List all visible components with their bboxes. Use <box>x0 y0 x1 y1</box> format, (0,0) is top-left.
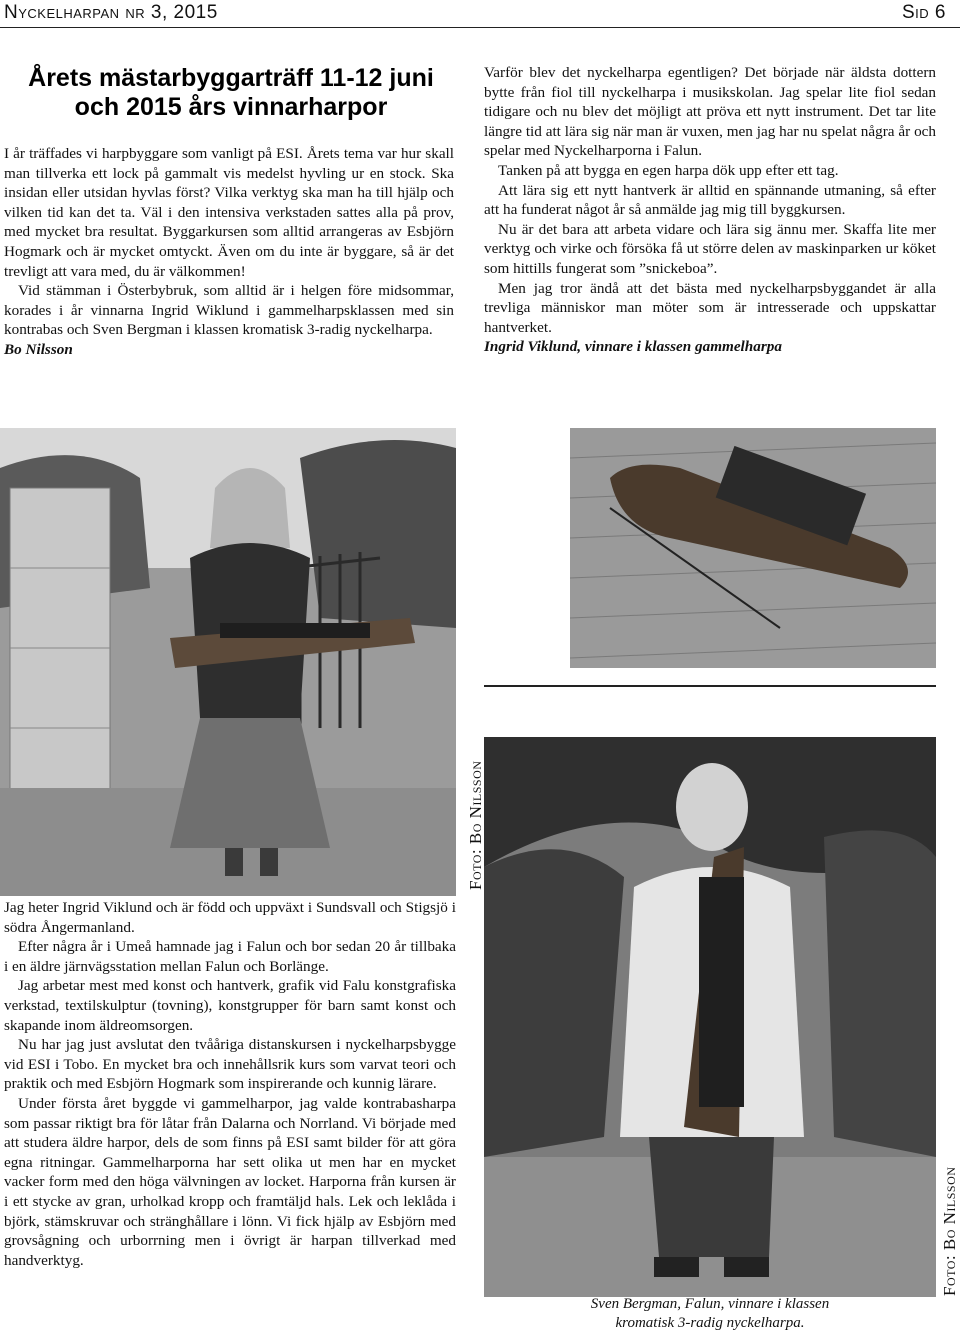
caption-line-2: kromatisk 3-radig nyckelharpa. <box>615 1315 805 1331</box>
photo-caption-sven <box>560 1295 860 1333</box>
ingrid-signature: Ingrid Viklund, vinnare i klassen gammelharpa <box>484 338 782 356</box>
photo-sven-with-harpa <box>484 737 936 1297</box>
ingrid-biography <box>4 898 456 1270</box>
ingrid-story <box>484 63 936 357</box>
photo-credit-2: Foto: Bo Nilsson <box>940 1166 959 1296</box>
intro-paragraph-1: I år träffades vi harpbyggare som vanligt på ESI. Årets tema var hur skall man tillverka ett lock på gammalt vis medelst hyvling ur en stock. Ska insidan eller utsidan hyvlas först? Vilka verktyg ska man ha till hjälp och vilken tid kan det ta. Väl i den intensiva verkstaden sattes alla på prov, med mycket bra resultat. Byggarkursen som alltid arrangeras av Esbjörn Hogmark och är mycket omtyckt. Även om du inte är byggare, så är det trevligt att vara med, du är välkommen! <box>4 145 454 280</box>
running-header-page-number: Sid 6 <box>901 2 946 23</box>
article-intro <box>4 144 454 360</box>
bio-paragraph-5: Under första året byggde vi gammelharpor, jag valde kontrabasharpa som passar riktigt bra för låtar från Dalarna och Norrland. Vi började med att studera äldre harpor, dels de som finns på ESI samt bilder för att göra egna ritningar. Gammelharporna har sett olika ut men har en mycket vacker form med den höga välvningen av locket. Harporna från kursen är i ett stycke av gran, urholkad kropp och framtäljd hals. Lek och leklåda i björk, stämskruvar och stränghållare i lönn. Vi fick hjälp av Esbjörn med grovsågning och urborrning men i övrigt är harpan tillverkad med handverktyg. <box>4 1094 456 1269</box>
photo-ingrid-with-harpa <box>0 428 456 896</box>
intro-paragraph-2: Vid stämman i Österbybruk, som alltid är i helgen före midsommar, korades i år vinnarna Ingrid Wiklund i gammelharpsklassen med sin kontrabas och Sven Bergman i klassen kromatisk 3-radig nyckelharpa. <box>4 282 454 339</box>
photo-divider <box>484 685 936 687</box>
ingrid-paragraph-2: Tanken på att bygga en egen harpa dök upp efter ett tag. <box>498 161 839 179</box>
bio-paragraph-2: Efter några år i Umeå hamnade jag i Falun och bor sedan 20 år tillbaka i en äldre järnvägsstation mellan Falun och Borlänge. <box>4 938 456 975</box>
intro-byline: Bo Nilsson <box>4 340 73 358</box>
ingrid-paragraph-3: Att lära sig ett nytt hantverk är alltid en spännande utmaning, så efter att ha funderat något år så anmälde jag mig till byggkursen. <box>484 181 936 219</box>
bio-paragraph-3: Jag arbetar mest med konst och hantverk, grafik vid Falu konstgrafiska verkstad, textilskulptur (tovning), konstgrupper för barn samt konst och skapande inom äldreomsorgen. <box>4 977 456 1034</box>
caption-line-1: Sven Bergman, Falun, vinnare i klassen <box>590 1296 830 1312</box>
bio-paragraph-4: Nu har jag just avslutat den tvååriga distanskursen i nyckelharpsbygge vid ESI i Tobo. En mycket bra och innehållsrik kurs som varvat teori och praktik och med Esbjörn Hogmark som inspirerande och kunnig lärare. <box>4 1036 456 1093</box>
article-title-line-2: och 2015 års vinnarharpor <box>74 93 388 121</box>
ingrid-paragraph-1: Varför blev det nyckelharpa egentligen? Det började när äldsta dottern bytte från fiol till nyckelharpa i musikskolan. Jag spelar lite fiol sedan tidigare och nu blev det möjligt att pröva ett nytt instrument. Det tar lite längre tid att lära sig när man är vuxen, men jag har nu spelat några år och spelar med Nyckelharporna i Falun. <box>484 64 936 160</box>
article-title <box>6 64 456 122</box>
photo-credit-1: Foto: Bo Nilsson <box>466 760 485 890</box>
running-header-publication: Nyckelharpan nr 3, 2015 <box>4 2 218 23</box>
ingrid-paragraph-4: Nu är det bara att arbeta vidare och lära sig ännu mer. Skaffa lite mer verktyg och virke och försöka få ut större delen av maskinparken ur köket som hittills fungerat som ”snickeboa”. <box>484 220 936 277</box>
ingrid-paragraph-5: Men jag tror ändå att det bästa med nyckelharpsbyggandet är alla trevliga människor man möter som är intresserade och uppskattar hantverket. <box>484 279 936 336</box>
header-divider <box>0 27 960 28</box>
photo-nyckelharpa-on-floor <box>570 428 936 668</box>
article-title-line-1: Årets mästarbyggarträff 11-12 juni <box>28 64 434 92</box>
bio-paragraph-1: Jag heter Ingrid Viklund och är född och uppväxt i Sundsvall och Stigsjö i södra Ångermanland. <box>4 899 456 936</box>
